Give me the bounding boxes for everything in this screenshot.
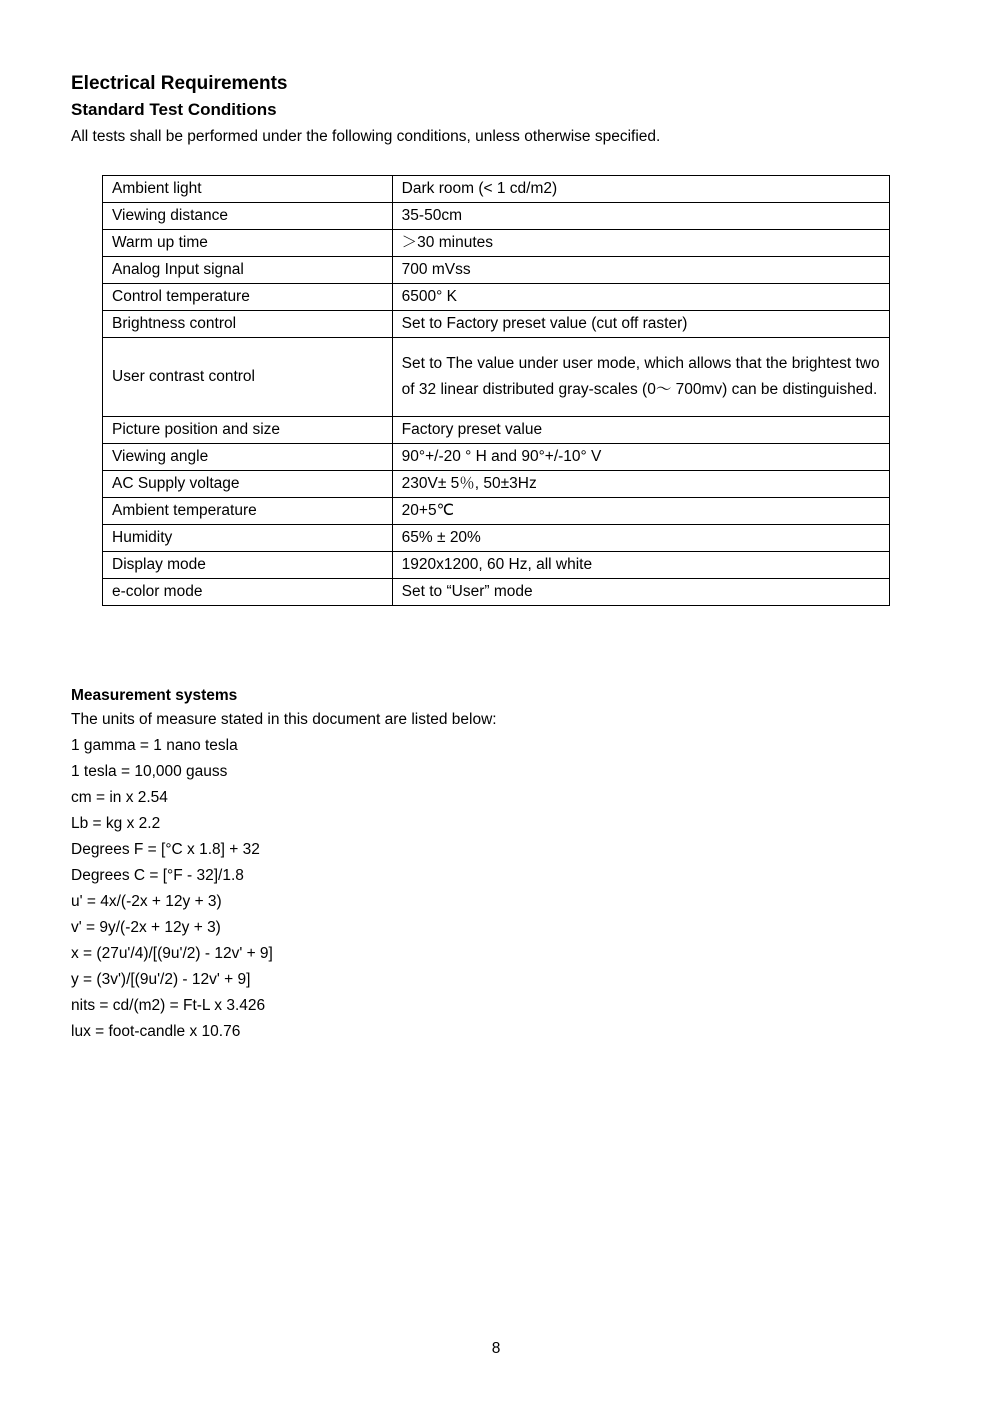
table-row [103,471,890,498]
table-row [103,417,890,444]
condition-name: Ambient light [103,176,393,203]
table-row [103,284,890,311]
unit-line: v' = 9y/(-2x + 12y + 3) [71,919,221,936]
condition-name: Display mode [103,552,393,579]
condition-value: 230V± 5％, 50±3Hz [392,471,889,498]
unit-line: cm = in x 2.54 [71,789,168,806]
condition-name: User contrast control [103,338,393,417]
condition-value: 90°+/-20 ° H and 90°+/-10° V [392,444,889,471]
table-row [103,176,890,203]
condition-value: Set to The value under user mode, which allows that the brightest two of 32 linear distributed gray-scales (0～ 700mv) can be distinguished. [392,338,889,417]
unit-line: Degrees F = [°C x 1.8] + 32 [71,841,260,858]
unit-line: Degrees C = [°F - 32]/1.8 [71,867,244,884]
unit-line: x = (27u'/4)/[(9u'/2) - 12v' + 9] [71,945,273,962]
condition-value: 20+5℃ [392,498,889,525]
condition-value: 35-50cm [392,203,889,230]
unit-line: u' = 4x/(-2x + 12y + 3) [71,893,222,910]
table-row [103,552,890,579]
table-row [103,498,890,525]
table-row [103,311,890,338]
page-number: 8 [491,1340,501,1357]
unit-line: 1 gamma = 1 nano tesla [71,737,238,754]
condition-name: Humidity [103,525,393,552]
table-row [103,579,890,606]
condition-name: Analog Input signal [103,257,393,284]
unit-line: y = (3v')/[(9u'/2) - 12v' + 9] [71,971,251,988]
table-row [103,338,890,417]
unit-line: 1 tesla = 10,000 gauss [71,763,228,780]
table-row [103,525,890,552]
intro-text: All tests shall be performed under the following conditions, unless otherwise specified. [71,128,661,145]
unit-line: nits = cd/(m2) = Ft-L x 3.426 [71,997,266,1014]
condition-value: Set to “User” mode [392,579,889,606]
measurement-intro: The units of measure stated in this document are listed below: [71,711,497,728]
condition-name: AC Supply voltage [103,471,393,498]
condition-value: 700 mVss [392,257,889,284]
table-row [103,203,890,230]
section-heading: Standard Test Conditions [71,100,277,119]
condition-value: 6500° K [392,284,889,311]
condition-name: e-color mode [103,579,393,606]
condition-value: Factory preset value [392,417,889,444]
table-row [103,444,890,471]
condition-value: 65% ± 20% [392,525,889,552]
unit-line: Lb = kg x 2.2 [71,815,161,832]
test-conditions-table [102,175,890,606]
condition-value: 1920x1200, 60 Hz, all white [392,552,889,579]
condition-value: Set to Factory preset value (cut off raster) [392,311,889,338]
table-row [103,230,890,257]
page-heading: Electrical Requirements [71,73,288,94]
unit-line: lux = foot-candle x 10.76 [71,1023,241,1040]
measurement-heading: Measurement systems [71,687,238,704]
measurement-list [71,707,497,1045]
condition-name: Picture position and size [103,417,393,444]
condition-name: Viewing distance [103,203,393,230]
condition-name: Warm up time [103,230,393,257]
table-row [103,257,890,284]
condition-name: Control temperature [103,284,393,311]
condition-value: Dark room (< 1 cd/m2) [392,176,889,203]
condition-name: Brightness control [103,311,393,338]
condition-value: ＞30 minutes [392,230,889,257]
condition-name: Viewing angle [103,444,393,471]
condition-name: Ambient temperature [103,498,393,525]
